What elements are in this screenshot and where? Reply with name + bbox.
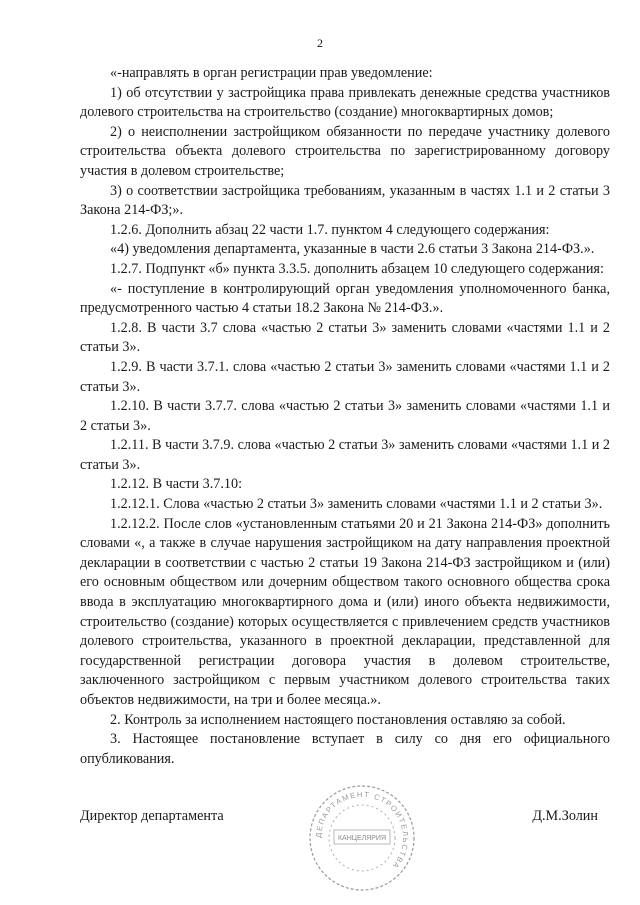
paragraph: «4) уведомления департамента, указанные в части 2.6 статьи 3 Закона 214-ФЗ.». [110,241,595,258]
stamp-ring-text: ДЕПАРТАМЕНТ СТРОИТЕЛЬСТВА [313,789,411,872]
signatory-name: Д.М.Золин [532,808,598,824]
paragraph: 1.2.8. В части 3.7 слова «частью 2 статьи 3» заменить словами «частями 1.1 и 2 статьи 3». [80,319,610,356]
page-number: 2 [317,36,323,50]
paragraph: 1.2.12.2. После слов «установленным статьями 20 и 21 Закона 214-ФЗ» дополнить словами «, а также в случае нарушения застройщиком на дату направления проектной декларации в соответствии с частью 2 статьи 19 Закона 214-ФЗ застройщиком и (или) его основным обществом или дочерним обществом такого основного общества срока ввода в эксплуатацию многоквартирного дома и (или) иного объекта недвижимости, строительство (создание) которых осуществляется с привлечением средств участников долевого строительства, указанного в проектной декларации, представленной для государственной регистрации договора участия в долевом строительстве, заключенного застройщиком с первым участником долевого строительства таких объектов недвижимости, на три и более месяца.». [80,515,610,708]
stamp-seal-icon [306,782,418,894]
paragraph: 3. Настоящее постановление вступает в силу со дня его официального опубликования. [80,731,610,767]
paragraph: 3) о соответствии застройщика требованиям, указанным в частях 1.1 и 2 статьи 3 Закона 214-ФЗ;». [80,182,610,219]
official-stamp [306,782,418,894]
stamp-center-text: КАНЦЕЛЯРИЯ [337,835,387,842]
paragraph: «-направлять в орган регистрации прав уведомление: [110,65,433,81]
paragraph: 1) об отсутствии у застройщика права привлекать денежные средства участников долевого строительства на строительство (создание) многоквартирных домов; [80,84,610,121]
paragraph: 1.2.6. Дополнить абзац 22 части 1.7. пунктом 4 следующего содержания: [110,221,550,238]
document-body [80,64,610,769]
paragraph: 1.2.10. В части 3.7.7. слова «частью 2 статьи 3» заменить словами «частями 1.1 и 2 статьи 3». [80,398,610,434]
paragraph: «- поступление в контролирующий орган уведомления уполномоченного банка, предусмотренного частью 4 статьи 18.2 Закона № 214-ФЗ.». [80,280,610,317]
svg-text:ДЕПАРТАМЕНТ СТРОИТЕЛЬСТВА [314,790,410,871]
paragraph: 1.2.12. В части 3.7.10: [110,476,243,493]
paragraph: 1.2.12.1. Слова «частью 2 статьи 3» заменить словами «частями 1.1 и 2 статьи 3». [110,496,603,513]
paragraph: 1.2.9. В части 3.7.1. слова «частью 2 статьи 3» заменить словами «частями 1.1 и 2 статьи 3». [80,358,610,395]
paragraph: 2) о неисполнении застройщиком обязанности по передаче участнику долевого строительства объекта долевого строительства по зарегистрированному договору участия в долевом строительстве; [80,123,610,179]
paragraph: 2. Контроль за исполнением настоящего постановления оставляю за собой. [110,711,566,728]
paragraph: 1.2.11. В части 3.7.9. слова «частью 2 статьи 3» заменить словами «частями 1.1 и 2 статьи 3». [80,437,610,473]
paragraph: 1.2.7. Подпункт «б» пункта 3.3.5. дополнить абзацем 10 следующего содержания: [110,260,604,277]
signatory-title: Директор департамента [80,808,224,824]
